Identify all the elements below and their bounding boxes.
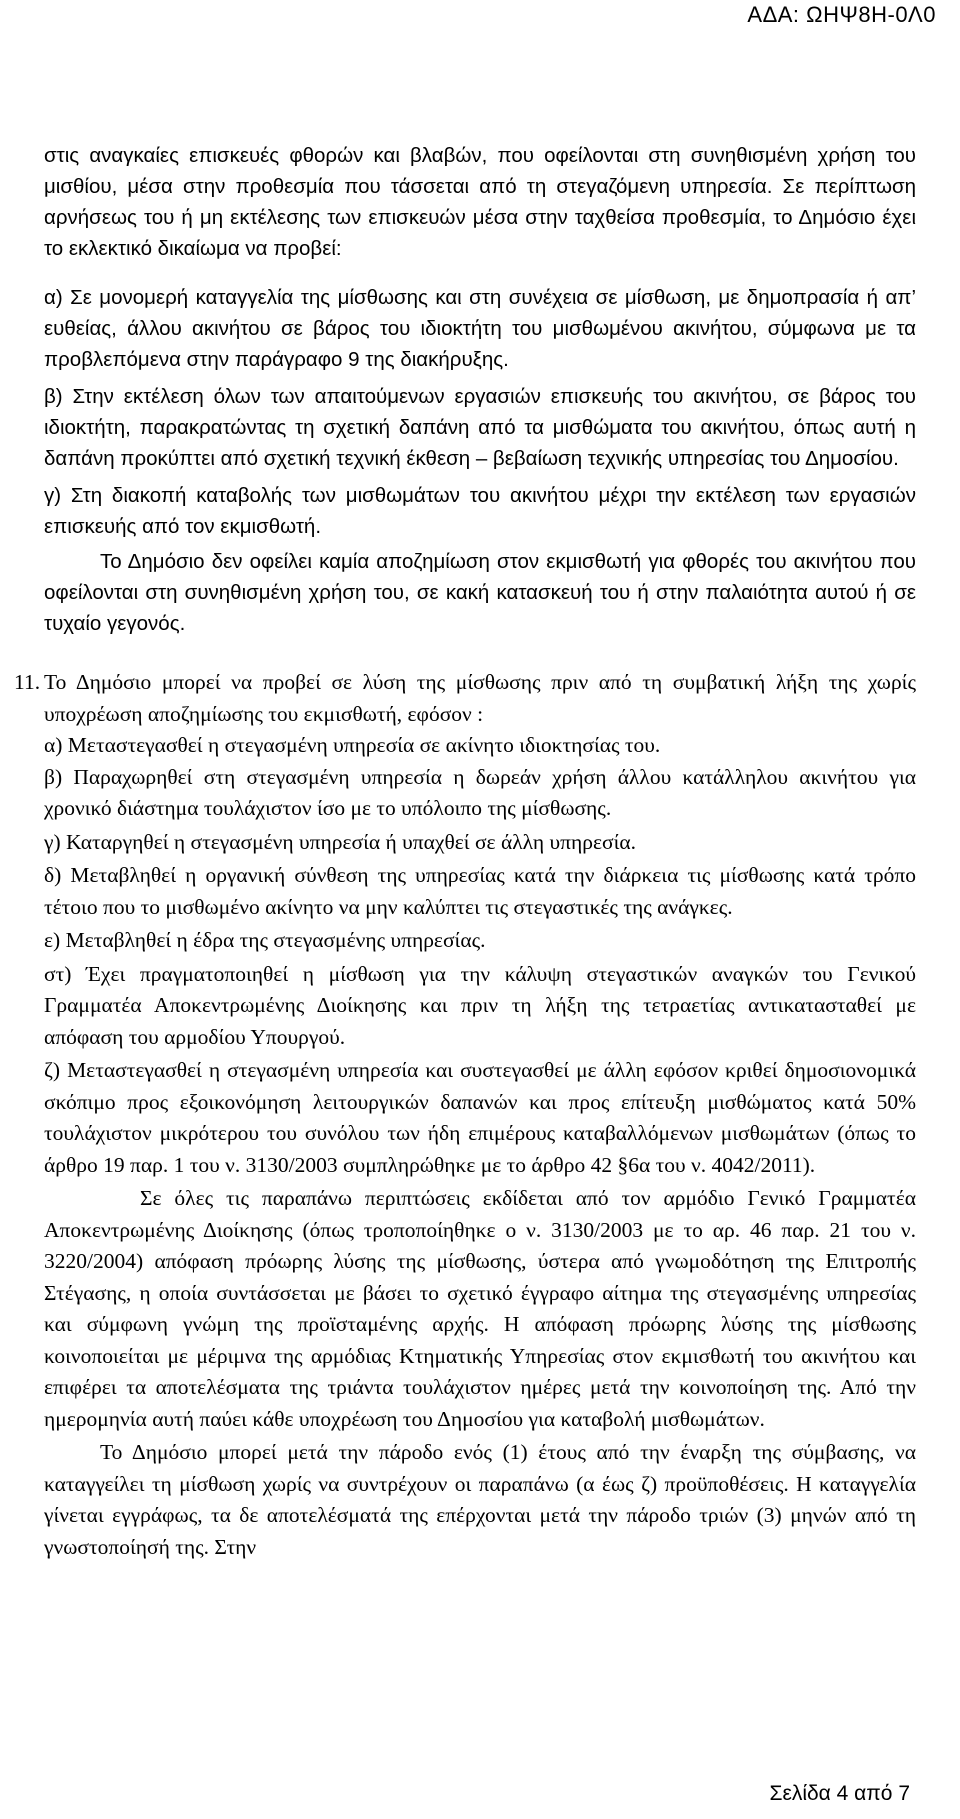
paragraph-decision: Σε όλες τις παραπάνω περιπτώσεις εκδίδεται από τον αρμόδιο Γενικό Γραμματέα Αποκεντρωμένης Διοίκησης (όπως τροποποίηθηκε ο ν. 3130/2003 με το αρ. 46 παρ. 21 του ν. 3220/2004) απόφαση πρόωρης λύσης της μίσθωσης, ύστερα από γνωμοδότηση της Επιτροπής Στέγασης, η οποία συντάσσεται με βάσει το σχετικό έγγραφο αίτημα της στεγασμένης υπηρεσίας και σύμφωνη γνώμη της προϊσταμένης αρχής. Η απόφαση πρόωρης λύσης της μίσθωσης κοινοποιείται με μέριμνα της αρμόδιας Κτηματικής Υπηρεσίας στον εκμισθωτή του ακινήτου και επιφέρει τα αποτελέσματα της τριάντα τουλάχιστον ημέρες μετά την κοινοποίηση της. Από την ημερομηνία αυτή παύει κάθε υποχρέωση του Δημοσίου για καταβολή μισθωμάτων. xyxy=(44,1186,916,1431)
condition-gamma: γ) Καταργηθεί η στεγασμένη υπηρεσία ή υπαχθεί σε άλλη υπηρεσία. xyxy=(44,829,636,854)
paragraph-no-compensation: Το Δημόσιο δεν οφείλει καμία αποζημίωση στον εκμισθωτή για φθορές του ακινήτου που οφείλονται στη συνηθισμένη χρήση του, σε κακή κατασκευή του ή στην παλαιότητα αυτού ή σε τυχαίο γεγονός. xyxy=(44,550,916,635)
section-11-intro: Το Δημόσιο μπορεί να προβεί σε λύση της μίσθωσης πριν από τη συμβατική λήξη της χωρίς υποχρέωση αποζημίωσης του εκμισθωτή, εφόσον : xyxy=(44,670,916,726)
ada-code: ΑΔΑ: ΩΗΨ8Η-0Λ0 xyxy=(747,2,936,27)
option-gamma: γ) Στη διακοπή καταβολής των μισθωμάτων του ακινήτου μέχρι την εκτέλεση των εργασιών επισκευής από τον εκμισθωτή. xyxy=(44,484,916,538)
page-number: Σελίδα 4 από 7 xyxy=(769,1782,910,1805)
condition-st: στ) Έχει πραγματοποιηθεί η μίσθωση για την κάλυψη στεγαστικών αναγκών του Γενικού Γραμματέα Αποκεντρωμένης Διοίκησης και πριν τη λήξη της τετραετίας αντικατασταθεί με απόφαση του αρμοδίου Υπουργού. xyxy=(44,961,916,1049)
option-alpha: α) Σε μονομερή καταγγελία της μίσθωσης και στη συνέχεια σε μίσθωση, με δημοπρασία ή απ’ ευθείας, άλλου ακινήτου σε βάρος του ιδιοκτήτη του μισθωμένου ακινήτου, σύμφωνα με τα προβλεπόμενα στην παράγραφο 9 της διακήρυξης. xyxy=(44,286,916,371)
document-body xyxy=(14,140,916,1563)
option-beta: β) Στην εκτέλεση όλων των απαιτούμενων εργασιών επισκευής του ακινήτου, σε βάρος του ιδιοκτήτη, παρακρατώντας τη σχετική δαπάνη από τα μισθώματα του ακινήτου, όπως αυτή η δαπάνη προκύπτει από σχετική τεχνική έκθεση – βεβαίωση τεχνικής υπηρεσίας του Δημοσίου. xyxy=(44,385,916,470)
section-11 xyxy=(14,667,916,1563)
condition-zeta: ζ) Μεταστεγασθεί η στεγασμένη υπηρεσία και συστεγασθεί με άλλη εφόσον κριθεί δημοσιονομικά σκόπιμο προς εξοικονόμηση λειτουργικών δαπανών και προς επίτευξη μισθώματος κατά 50% τουλάχιστον μικρότερου του συνόλου των ήδη επιμέρους καταβαλλόμενων μισθωμάτων (όπως το άρθρο 19 παρ. 1 του ν. 3130/2003 συμπληρώθηκε με το άρθρο 42 §6α του ν. 4042/2011). xyxy=(44,1058,916,1177)
condition-beta: β) Παραχωρηθεί στη στεγασμένη υπηρεσία η δωρεάν χρήση άλλου κατάλληλου ακινήτου για χρονικό διάστημα τουλάχιστον ίσο με το υπόλοιπο της μίσθωσης. xyxy=(44,764,916,820)
section-number: 11. xyxy=(14,670,41,694)
condition-epsilon: ε) Μεταβληθεί η έδρα της στεγασμένης υπηρεσίας. xyxy=(44,928,486,952)
condition-delta: δ) Μεταβληθεί η οργανική σύνθεση της υπηρεσίας κατά την διάρκεια τις μίσθωσης κατά τρόπο τέτοιο που το μισθωμένο ακίνητο να μην καλύπτει τις στεγαστικές της ανάγκες. xyxy=(44,863,916,919)
paragraph-termination: Το Δημόσιο μπορεί μετά την πάροδο ενός (1) έτους από την έναρξη της σύμβασης, να καταγγείλει τη μίσθωση χωρίς να συντρέχουν οι παραπάνω (α έως ζ) προϋποθέσεις. Η καταγγελία γίνεται εγγράφως, τα δε αποτελέσματά της επέρχονται μετά την πάροδο τριών (3) μηνών από τη γνωστοποίησή της. Στην xyxy=(44,1440,916,1559)
paragraph-repairs: στις αναγκαίες επισκευές φθορών και βλαβών, που οφείλονται στη συνηθισμένη χρήση του μισθίου, μέσα στην προθεσμία που τάσσεται από τη στεγαζόμενη υπηρεσία. Σε περίπτωση αρνήσεως του ή μη εκτέλεσης των επισκευών μέσα στην ταχθείσα προθεσμία, το Δημόσιο έχει το εκλεκτικό δικαίωμα να προβεί: xyxy=(44,144,916,260)
condition-alpha: α) Μεταστεγασθεί η στεγασμένη υπηρεσία σε ακίνητο ιδιοκτησίας του. xyxy=(44,733,661,757)
